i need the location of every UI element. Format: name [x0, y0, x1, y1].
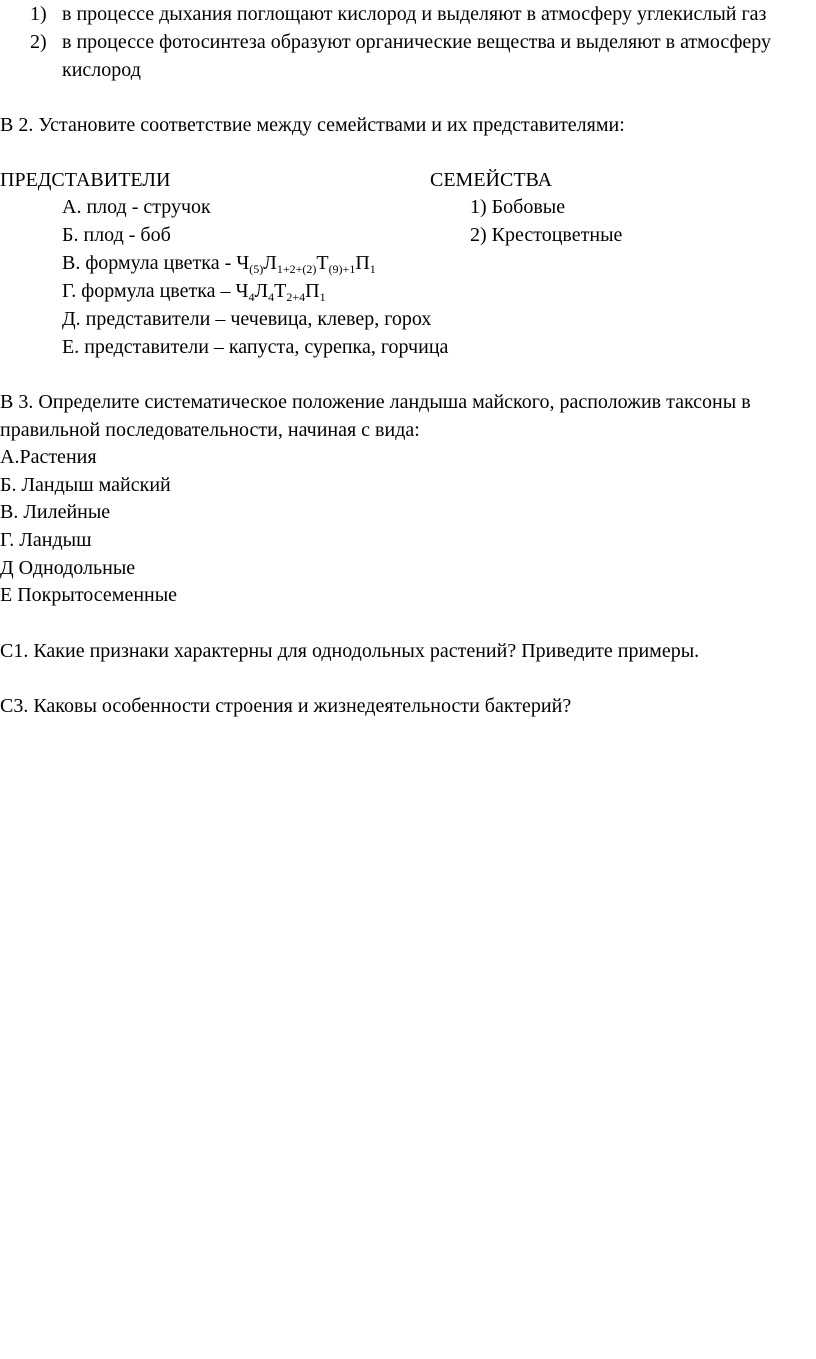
family-1: 1) Бобовые — [470, 196, 566, 218]
row-b: Б. плод - боб — [62, 224, 171, 246]
list-number: 2) — [30, 31, 47, 53]
formula-subscript: 2+4 — [286, 290, 306, 304]
option-item: А.Растения — [0, 446, 97, 468]
row-e: Е. представители – капуста, сурепка, горчица — [62, 336, 449, 358]
list-item-text: в процессе фотосинтеза образуют органические вещества и выделяют в атмосферу — [62, 31, 772, 53]
formula-part: Т — [316, 252, 329, 274]
family-2: 2) Крестоцветные — [470, 224, 623, 246]
question-c1: С1. Какие признаки характерны для однодольных растений? Приведите примеры. — [0, 640, 700, 662]
header-families: СЕМЕЙСТВА — [430, 169, 553, 191]
list-item-text-cont: кислород — [62, 59, 141, 81]
formula-prefix: Г. формула цветка – — [62, 280, 236, 302]
list-number: 1) — [30, 3, 47, 25]
formula-subscript: (5) — [249, 262, 264, 276]
option-item: Д Однодольные — [0, 557, 136, 579]
list-item-text: в процессе дыхания поглощают кислород и выделяют в атмосферу углекислый газ — [62, 3, 767, 25]
question-b3-line2: правильной последовательности, начиная с вида: — [0, 419, 420, 441]
question-b3-line1: В 3. Определите систематическое положение ландыша майского, расположив таксоны в — [0, 391, 751, 413]
formula-subscript: 1 — [369, 262, 376, 276]
formula-part: Л — [263, 252, 277, 274]
formula-part: Ч — [235, 280, 249, 302]
row-v-formula — [62, 251, 376, 275]
formula-part: П — [305, 280, 320, 302]
option-item: Г. Ландыш — [0, 529, 92, 551]
row-g-formula — [62, 279, 326, 303]
header-representatives: ПРЕДСТАВИТЕЛИ — [0, 169, 171, 191]
question-c3: С3. Каковы особенности строения и жизнедеятельности бактерий? — [0, 695, 572, 717]
formula-subscript: 4 — [248, 290, 255, 304]
formula-subscript: (9)+1 — [328, 262, 356, 276]
formula-part: Л — [254, 280, 269, 302]
question-b2: В 2. Установите соответствие между семействами и их представителями: — [0, 114, 625, 136]
formula-part: П — [355, 252, 370, 274]
formula-subscript: 1 — [319, 290, 326, 304]
formula-part: Ч — [236, 252, 250, 274]
row-d: Д. представители – чечевица, клевер, горох — [62, 308, 432, 330]
formula-subscript: 1+2+(2) — [276, 262, 317, 276]
option-item: В. Лилейные — [0, 501, 111, 523]
formula-subscript: 4 — [268, 290, 275, 304]
formula-prefix: В. формула цветка - — [62, 252, 237, 274]
formula-part: Т — [274, 280, 287, 302]
row-a: А. плод - стручок — [62, 196, 211, 218]
option-item: Б. Ландыш майский — [0, 474, 171, 496]
option-item: Е Покрытосеменные — [0, 584, 178, 606]
